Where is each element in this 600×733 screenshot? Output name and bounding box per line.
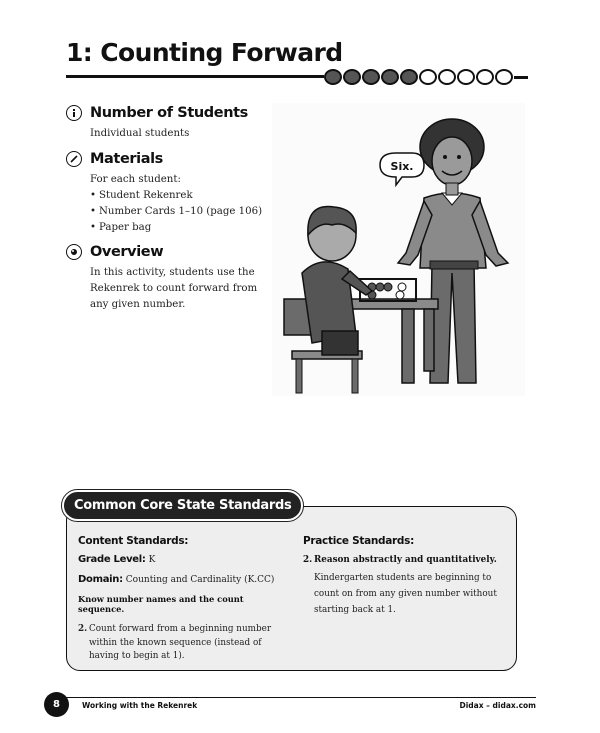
- practice-standard-detail: Kindergarten students are beginning to count on from any given number without starting back at 1.: [314, 572, 497, 615]
- light-bead: [419, 69, 437, 85]
- number-of-students-text: Individual students: [90, 128, 190, 139]
- grade-level-label: Grade Level:: [78, 554, 146, 565]
- ccss-title: Common Core State Standards: [62, 490, 303, 521]
- overview-heading: Overview: [90, 244, 164, 260]
- dark-bead: [343, 69, 361, 85]
- speech-bubble-text: Six.: [390, 160, 414, 173]
- classroom-illustration: [272, 103, 525, 396]
- dark-bead: [381, 69, 399, 85]
- overview-section: [66, 242, 276, 313]
- light-bead: [438, 69, 456, 85]
- dark-bead: [400, 69, 418, 85]
- item-number: 2.: [78, 624, 88, 634]
- footer-rule: [66, 697, 536, 698]
- domain-label: Domain:: [78, 574, 123, 585]
- light-bead: [476, 69, 494, 85]
- bead-rod-end: [514, 76, 528, 79]
- grade-level-value: K: [148, 555, 156, 565]
- info-icon: [66, 105, 82, 121]
- light-bead: [457, 69, 475, 85]
- content-standards-heading: Content Standards:: [78, 535, 189, 547]
- title-underline: [66, 75, 324, 78]
- list-item: • Student Rekenrek: [90, 188, 276, 204]
- practice-standards-column: [303, 535, 508, 618]
- light-bead: [495, 69, 513, 85]
- materials-list: [90, 188, 276, 236]
- content-standards-column: [78, 535, 278, 664]
- practice-standards-heading: Practice Standards:: [303, 535, 414, 547]
- overview-text: In this activity, students use the Rekenrek to count forward from any given number.: [90, 267, 258, 310]
- materials-section: [66, 149, 276, 236]
- item-number: 2.: [303, 555, 313, 565]
- page-title: 1: Counting Forward: [66, 38, 343, 67]
- number-of-students-heading: Number of Students: [90, 105, 248, 121]
- item-text: Reason abstractly and quantitatively.: [314, 555, 497, 565]
- materials-heading: Materials: [90, 151, 163, 167]
- page-number: 8: [44, 692, 69, 717]
- list-item: • Number Cards 1–10 (page 106): [90, 204, 276, 220]
- content-standard-item: [78, 623, 278, 664]
- dark-bead: [324, 69, 342, 85]
- item-text: Count forward from a beginning number within the known sequence (instead of having to begin at 1).: [89, 624, 272, 661]
- number-of-students-section: [66, 103, 276, 142]
- bead-row-decoration: [324, 67, 528, 87]
- practice-standard-item: [303, 554, 508, 568]
- dark-bead: [362, 69, 380, 85]
- materials-intro: For each student:: [90, 174, 181, 185]
- domain-value: Counting and Cardinality (K.CC): [125, 575, 275, 585]
- pencil-icon: [66, 151, 82, 167]
- footer-publisher: Didax – didax.com: [459, 701, 536, 710]
- footer-book-title: Working with the Rekenrek: [82, 701, 198, 710]
- eye-icon: [66, 244, 82, 260]
- list-item: • Paper bag: [90, 220, 276, 236]
- cluster-text: Know number names and the count sequence.: [78, 594, 244, 614]
